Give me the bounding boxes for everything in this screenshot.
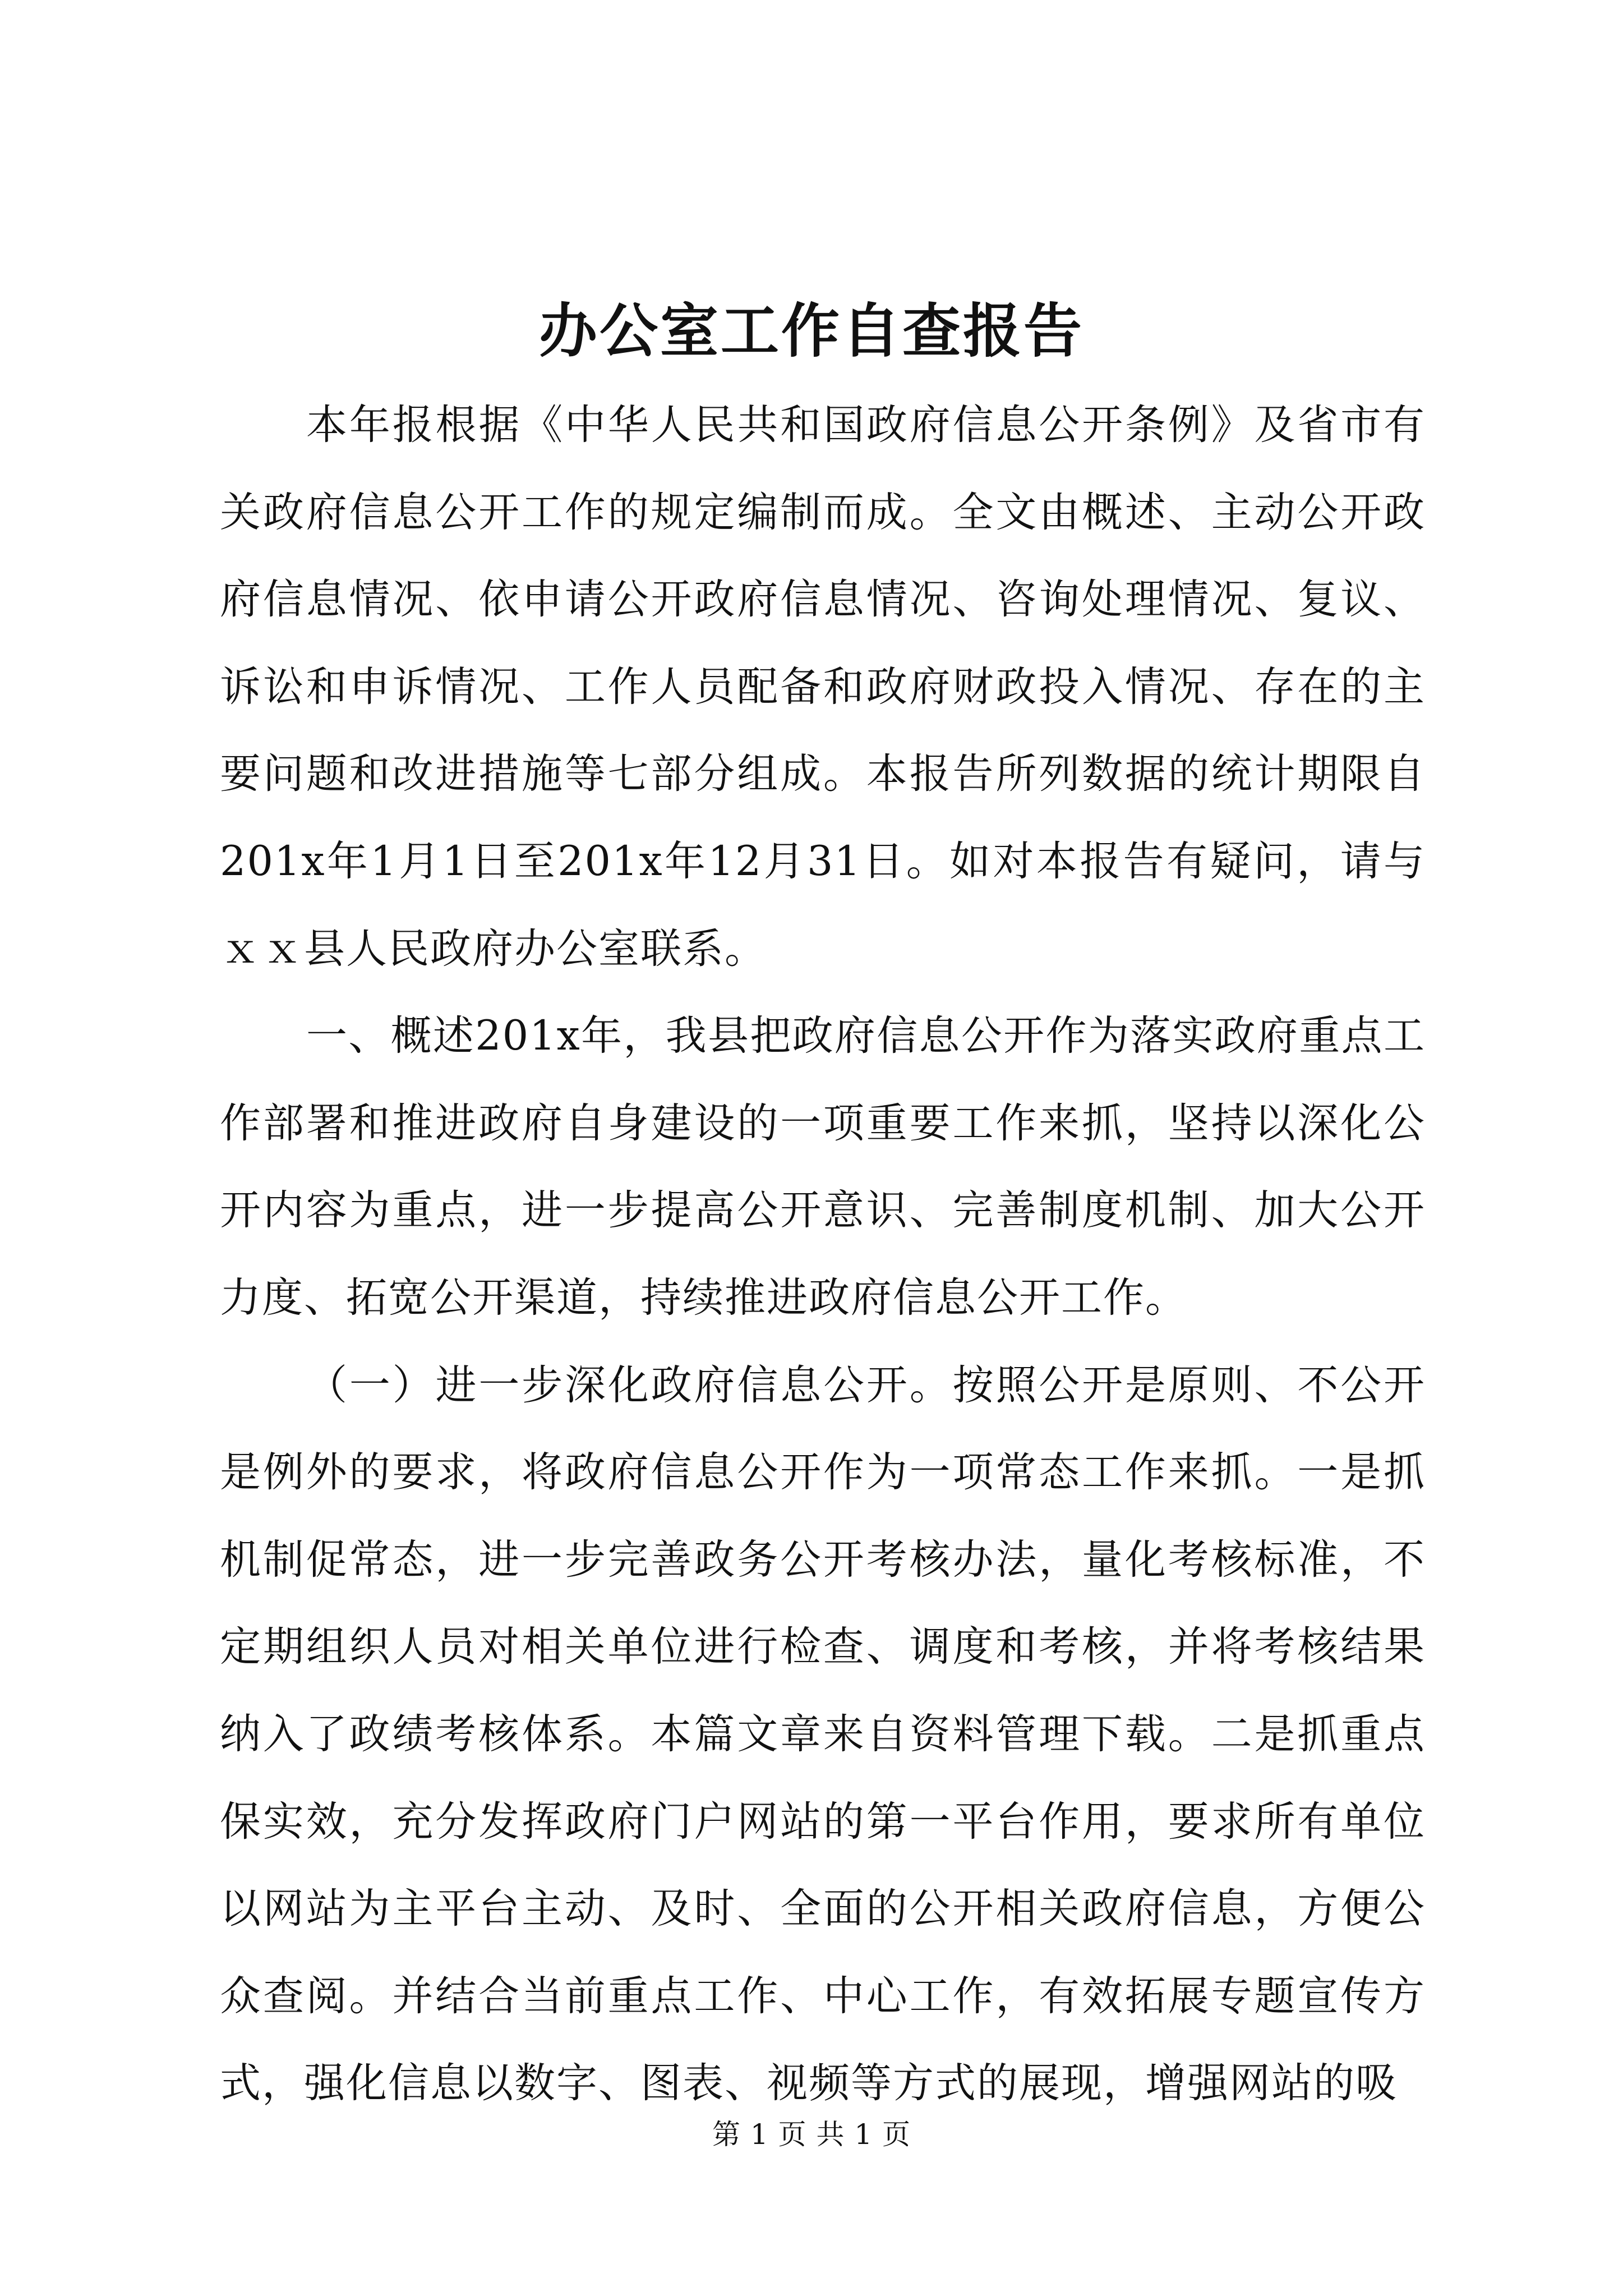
page-footer: 第 1 页 共 1 页 [712, 2118, 911, 2151]
paragraph-section-one: （一）进一步深化政府信息公开。按照公开是原则、不公开是例外的要求，将政府信息公开作为一项常态工作来抓。一是抓机制促常态，进一步完善政务公开考核办法，量化考核标准，不定期组织人员对相关单位进行检查、调度和考核，并将考核结果纳入了政绩考核体系。本篇文章来自资料管理下载。二是抓重点保实效，充分发挥政府门户网站的第一平台作用，要求所有单位以网站为主平台主动、及时、全面的公开相关政府信息，方便公众查阅。并结合当前重点工作、中心工作，有效拓展专题宣传方式，强化信息以数字、图表、视频等方式的展现，增强网站的吸 [220, 1361, 1426, 2108]
paragraph-overview: 一、概述201x年，我县把政府信息公开作为落实政府重点工作部署和推进政府自身建设的一项重要工作来抓，坚持以深化公开内容为重点，进一步提高公开意识、完善制度机制、加大公开力度、拓宽公开渠道，持续推进政府信息公开工作。 [220, 1012, 1426, 1322]
document-body [220, 381, 1426, 2127]
document-title: 办公室工作自查报告 [538, 296, 1084, 365]
paragraph-intro: 本年报根据《中华人民共和国政府信息公开条例》及省市有关政府信息公开工作的规定编制而成。全文由概述、主动公开政府信息情况、依申请公开政府信息情况、咨询处理情况、复议、诉讼和申诉情况、工作人员配备和政府财政投入情况、存在的主要问题和改进措施等七部分组成。本报告所列数据的统计期限自201x年1月1日至201x年12月31日。如对本报告有疑问，请与ｘｘ县人民政府办公室联系。 [220, 401, 1426, 973]
